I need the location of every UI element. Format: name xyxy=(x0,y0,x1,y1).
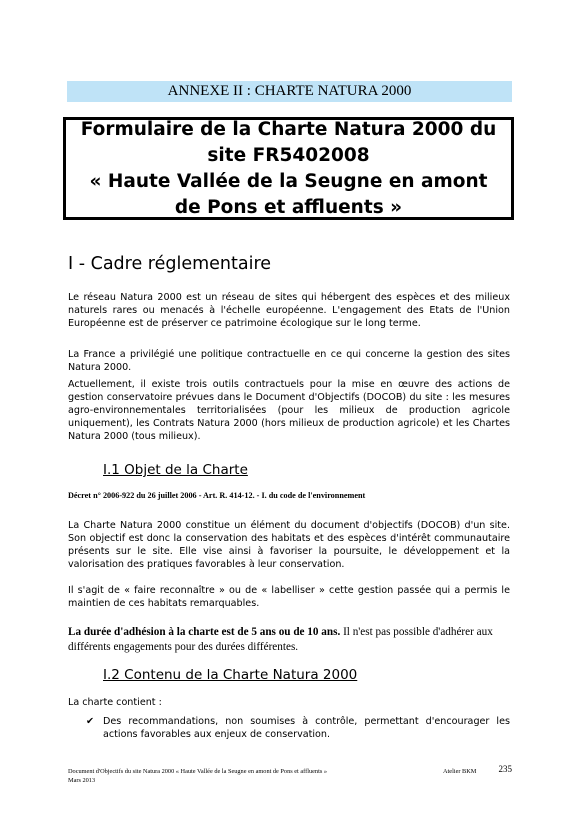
paragraph-france: La France a privilégié une politique contractuelle en ce qui concerne la gestion des sites Natura 2000. xyxy=(68,349,510,373)
paragraph-reseau: Le réseau Natura 2000 est un réseau de sites qui hébergent des espèces et des milieux naturels rares ou menacés à l'échelle européenne. L'engagement des Etats de l'Union Européenne est de préserver ce patrimoine écologique sur le long terme. xyxy=(68,292,510,329)
title-line: « Haute Vallée de la Seugne en amont xyxy=(89,170,488,192)
section-heading-cadre: I - Cadre réglementaire xyxy=(68,254,272,274)
footer-line: Document d'Objectifs du site Natura 2000 « Haute Vallée de la Seugne en amont de Pons et affluents » xyxy=(68,768,328,775)
annexe-banner: ANNEXE II : CHARTE NATURA 2000 xyxy=(67,81,512,102)
paragraph-outils: Actuellement, il existe trois outils contractuels pour la mise en œuvre des actions de gestion conservatoire prévues dans le Document d'Objectifs (DOCOB) du site : les mesures agro-environnementales territorialisées (pour les milieux de production agricole uniquement), les Contrats Natura 2000 (hors milieux de production agricole) et les Chartes Natura 2000 (tous milieux). xyxy=(68,379,510,442)
duree-bold: La durée d'adhésion à la charte est de 5 ans ou de 10 ans. xyxy=(68,626,341,638)
title-line: de Pons et affluents » xyxy=(174,196,403,218)
list-item xyxy=(86,715,510,741)
footer-date: Mars 2013 xyxy=(68,777,96,784)
checkmark-icon: ✔ xyxy=(86,716,95,727)
title-line: site FR5402008 xyxy=(207,144,370,166)
paragraph-charte-objet: La Charte Natura 2000 constitue un élément du document d'objectifs (DOCOB) d'un site. Son objectif est donc la conservation des habitats et des espèces d'intérêt communautaire présents sur le site. Elle vise ainsi à favoriser la poursuite, le développement et la valorisation des pratiques favorables à leur conservation. xyxy=(68,520,510,570)
paragraph-labelliser: Il s'agit de « faire reconnaître » ou de « labelliser » cette gestion passée qui a permis le maintien de ces habitats remarquables. xyxy=(68,585,510,609)
section-heading-objet: I.1 Objet de la Charte xyxy=(103,462,248,478)
decret-reference: Décret n° 2006-922 du 26 juillet 2006 - Art. R. 414-12. - I. du code de l'environnement xyxy=(68,491,366,500)
document-title xyxy=(81,117,497,221)
duree-rest: Il n'est pas possible d'adhérer aux différents engagements pour des durées différentes. xyxy=(68,626,493,653)
footer-source xyxy=(68,767,408,785)
title-line: Formulaire de la Charte Natura 2000 du xyxy=(80,118,497,140)
list-item-text: Des recommandations, non soumises à contrôle, permettant d'encourager les actions favorables aux enjeux de conservation. xyxy=(103,716,510,740)
paragraph-charte-contient: La charte contient : xyxy=(68,697,162,708)
document-title-box xyxy=(63,117,514,220)
section-heading-contenu: I.2 Contenu de la Charte Natura 2000 xyxy=(103,667,358,683)
footer-author: Atelier BKM xyxy=(443,768,477,775)
page-number: 235 xyxy=(498,764,512,774)
paragraph-duree xyxy=(68,625,510,655)
